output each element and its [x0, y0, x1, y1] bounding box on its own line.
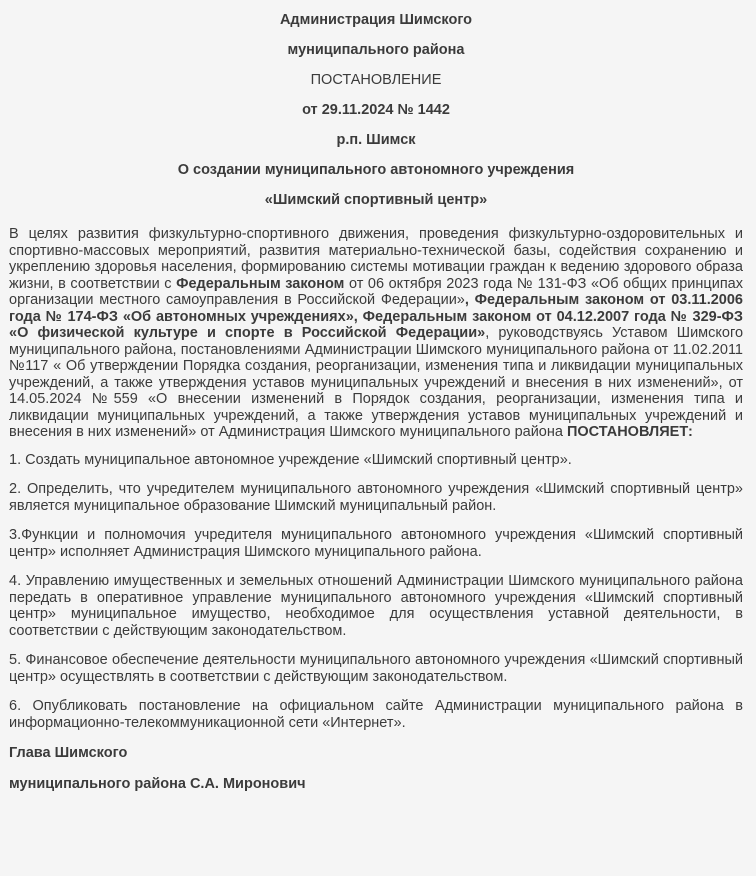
- org-name-line2: муниципального района: [287, 42, 465, 58]
- signature-line2: муниципального района С.А. Миронович: [9, 776, 306, 792]
- doc-type: ПОСТАНОВЛЕНИЕ: [310, 72, 442, 88]
- intro-part2: от 06 октября 2023 года № 131-ФЗ «Об общих принципах организации местного самоуправления в Российской Федерации»: [9, 275, 743, 308]
- doc-date-number: от 29.11.2024 № 1442: [302, 102, 450, 118]
- item-1: 1. Создать муниципальное автономное учреждение «Шимский спортивный центр».: [9, 451, 572, 468]
- item-4: 4. Управлению имущественных и земельных отношений Администрации Шимского муниципального района передать в оперативное управление муниципального автономного учреждения «Шимский спортивный центр» муниципальное имущество, необходимое для осуществления уставной деятельности, в соответствии с действующим законодательством.: [9, 573, 743, 639]
- item-5: 5. Финансовое обеспечение деятельности муниципального автономного учреждения «Шимский спортивный центр» осуществлять в соответствии с действующим законодательством.: [9, 652, 743, 685]
- intro-part1: В целях развития физкультурно-спортивного движения, проведения физкультурно-оздоровительных и спортивно-массовых мероприятий, развития материально-технической базы, содействия сохранению и укреплению здоровья населения, формированию системы мотивации граждан к ведению здорового образа жизни, в соответствии с: [9, 226, 743, 292]
- decree-word: ПОСТАНОВЛЯЕТ:: [566, 424, 693, 440]
- item-3: 3.Функции и полномочия учредителя муниципального автономного учреждения «Шимский спортивный центр» исполняет Администрация Шимского муниципального района.: [9, 527, 743, 560]
- intro-law1: Федеральным законом: [176, 275, 345, 292]
- org-name-line1: Администрация Шимского: [279, 12, 473, 28]
- item-6: 6. Опубликовать постановление на официальном сайте Администрации муниципального района в информационно-телекоммуникационной сети «Интернет».: [9, 698, 743, 731]
- intro-paragraph: [9, 226, 743, 441]
- doc-title-line2: «Шимский спортивный центр»: [264, 192, 488, 208]
- signature-line1: Глава Шимского: [9, 745, 128, 761]
- intro-part3: , руководствуясь Уставом Шимского муниципального района, постановлениями Администрации Шимского муниципального района от 11.02.2011 №117 « Об утверждении Порядка создания, реорганизации, изменения типа и ликвидации муниципальных учреждений, а также утверждения уставов муниципальных учреждений и внесения в них изменений», от 14.05.2024 №559 «О внесении изменений в Порядок создания, реорганизации, изменения типа и ликвидации муниципальных учреждений, а также утверждения уставов муниципальных учреждений и внесения в них изменений» от Администрация Шимского муниципального района: [9, 325, 744, 440]
- intro-law2: , Федеральным законом от 03.11.2006 года № 174-ФЗ «Об автономных учреждениях», Федеральным законом от 04.12.2007 года № 329-ФЗ «О физической культуре и спорте в Российской Федерации»: [9, 292, 743, 341]
- doc-place: р.п. Шимск: [336, 132, 416, 148]
- doc-title-line1: О создании муниципального автономного учреждения: [177, 162, 575, 178]
- item-2: 2. Определить, что учредителем муниципального автономного учреждения «Шимский спортивный центр» является муниципальное образование Шимский муниципальный район.: [9, 481, 743, 514]
